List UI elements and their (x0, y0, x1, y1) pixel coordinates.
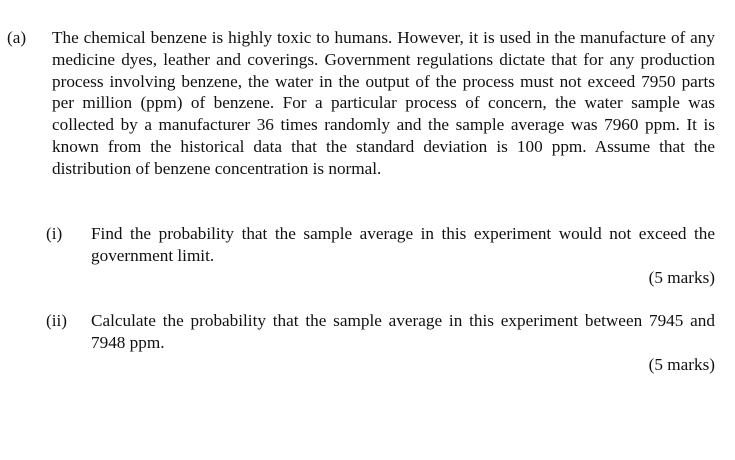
marks-label: (5 marks) (648, 355, 715, 374)
sub-question-text: Calculate the probability that the sample average in this experiment between 7945 and 7948 ppm. (91, 311, 715, 352)
sub-question-label: (i) (46, 224, 63, 243)
marks-label: (5 marks) (648, 268, 715, 287)
sub-question-text: Find the probability that the sample average in this experiment would not exceed the government limit. (91, 224, 715, 265)
sub-question-i (0, 223, 735, 293)
sub-question-ii (0, 310, 735, 380)
question-label: (a) (7, 28, 27, 47)
sub-question-label: (ii) (46, 311, 67, 330)
question-text: The chemical benzene is highly toxic to humans. However, it is used in the manufacture of any medicine dyes, leather and coverings. Government regulations dictate that for any production process involving benzene, the water in the output of the process must not exceed 7950 parts per million (ppm) of benzene. For a particular process of concern, the water sample was collected by a manufacturer 36 times randomly and the sample average was 7960 ppm. It is known from the historical data that the standard deviation is 100 ppm. Assume that the distribution of benzene concentration is normal. (52, 28, 715, 178)
